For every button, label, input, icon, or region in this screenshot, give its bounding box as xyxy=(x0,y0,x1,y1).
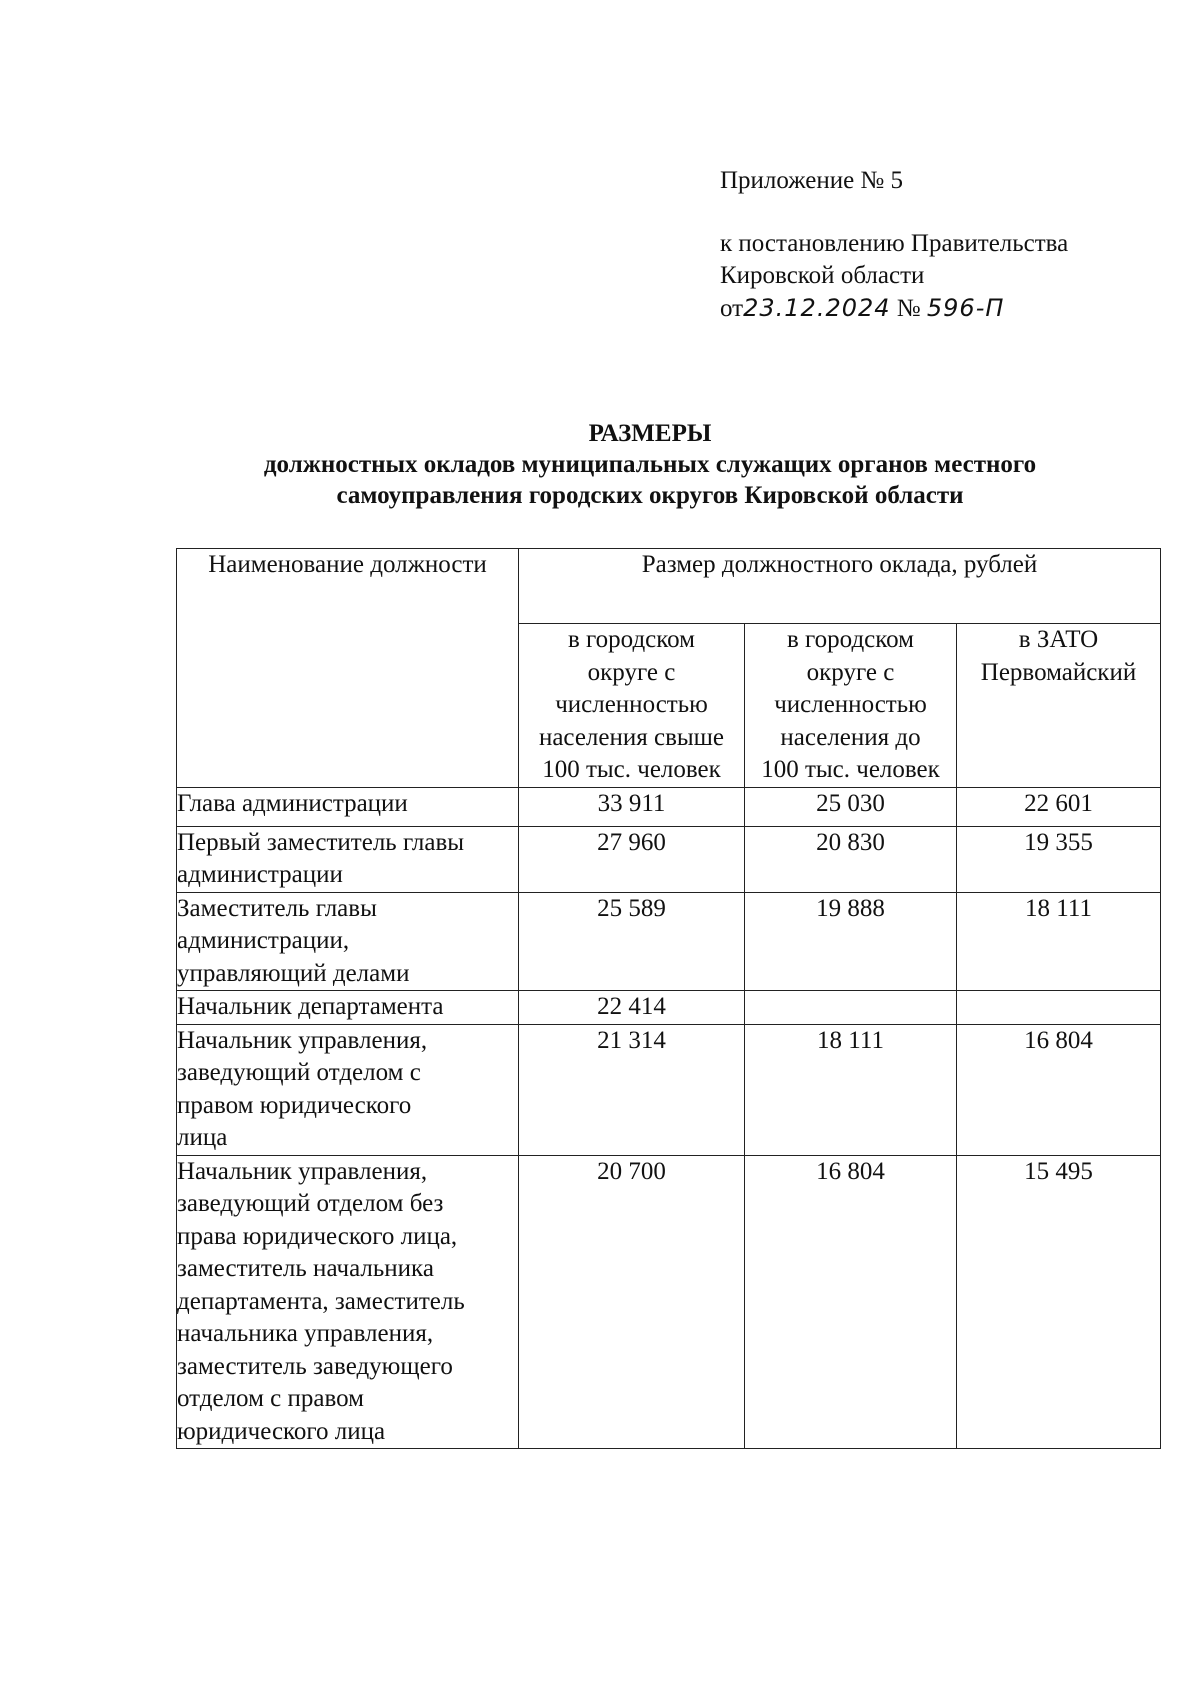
position-name-line: заведующий отделом с xyxy=(177,1059,421,1086)
appendix-date-line xyxy=(720,292,1068,325)
salary-value-cell: 19 355 xyxy=(957,826,1161,892)
appendix-gap xyxy=(720,197,1068,228)
position-name-line: правом юридического xyxy=(177,1091,412,1119)
salary-value-cell: 20 700 xyxy=(519,1155,745,1449)
salary-value-cell: 22 414 xyxy=(519,991,745,1025)
table-body xyxy=(177,787,1161,1449)
table-row xyxy=(177,991,1161,1025)
handwritten-date: 23.12.2024 xyxy=(743,294,891,322)
position-name-line: Начальник департамента xyxy=(177,993,444,1020)
header-salary-group: Размер должностного оклада, рублей xyxy=(519,549,1161,624)
salary-value-cell xyxy=(957,991,1161,1025)
title-main: РАЗМЕРЫ xyxy=(588,420,712,447)
position-name-cell xyxy=(177,826,519,892)
position-name-line: начальника управления, xyxy=(177,1320,434,1347)
table-row xyxy=(177,892,1161,991)
subheader-line: в городском xyxy=(786,626,914,653)
subheader-over-100k xyxy=(519,624,745,788)
position-name-cell xyxy=(177,892,519,991)
handwritten-number: 596-П xyxy=(926,294,1005,322)
appendix-ref-line2: Кировской области xyxy=(720,262,925,289)
position-name-cell xyxy=(177,1155,519,1449)
table-row xyxy=(177,1155,1161,1449)
appendix-number: Приложение № 5 xyxy=(720,167,904,194)
subheader-line: 100 тыс. человек xyxy=(542,756,721,783)
salary-value-cell: 16 804 xyxy=(957,1024,1161,1155)
salary-value-cell: 15 495 xyxy=(957,1155,1161,1449)
salary-value-cell: 16 804 xyxy=(745,1155,957,1449)
table-row xyxy=(177,1024,1161,1155)
number-prefix: № xyxy=(896,295,921,322)
salary-value-cell: 19 888 xyxy=(745,892,957,991)
position-name-line: Глава администрации xyxy=(177,789,408,817)
title-line3: самоуправления городских округов Кировской области xyxy=(336,482,964,509)
position-name-line: управляющий делами xyxy=(177,959,410,987)
position-name-line: заместитель заведующего xyxy=(177,1352,453,1380)
salary-value-cell: 27 960 xyxy=(519,826,745,892)
date-prefix: от xyxy=(720,295,744,322)
salary-value-cell xyxy=(745,991,957,1025)
subheader-line: в городском xyxy=(567,626,695,653)
position-name-line: заместитель начальника xyxy=(177,1255,434,1282)
salary-value-cell: 33 911 xyxy=(519,787,745,826)
position-name-line: департамента, заместитель xyxy=(177,1287,465,1315)
position-name-line: Заместитель главы xyxy=(177,894,377,922)
appendix-block xyxy=(720,165,1068,325)
subheader-zato xyxy=(957,624,1161,788)
position-name-line: администрации xyxy=(177,861,343,888)
table-row xyxy=(177,787,1161,826)
position-name-line: заведующий отделом без xyxy=(177,1190,444,1217)
appendix-ref-line1: к постановлению Правительства xyxy=(720,230,1069,257)
subheader-line: округе с xyxy=(806,658,895,686)
position-name-cell xyxy=(177,1024,519,1155)
header-position-name: Наименование должности xyxy=(177,549,519,788)
salary-value-cell: 25 030 xyxy=(745,787,957,826)
subheader-line: Первомайский xyxy=(980,658,1137,686)
subheader-line: населения свыше xyxy=(538,723,725,751)
subheader-line: населения до xyxy=(780,723,921,751)
subheader-line: в ЗАТО xyxy=(1018,626,1099,653)
position-name-line: лица xyxy=(177,1124,228,1151)
salary-table xyxy=(176,548,1161,1449)
position-name-line: отделом с правом xyxy=(177,1385,364,1412)
position-name-line: Начальник управления, xyxy=(177,1157,428,1185)
position-name-line: администрации, xyxy=(177,927,350,954)
subheader-line: численностью xyxy=(555,691,708,718)
salary-value-cell: 20 830 xyxy=(745,826,957,892)
salary-value-cell: 18 111 xyxy=(957,892,1161,991)
position-name-line: права юридического лица, xyxy=(177,1222,458,1250)
position-name-line: Первый заместитель главы xyxy=(177,828,465,856)
position-name-line: юридического лица xyxy=(177,1417,386,1445)
salary-value-cell: 22 601 xyxy=(957,787,1161,826)
subheader-under-100k xyxy=(745,624,957,788)
subheader-line: округе с xyxy=(587,658,676,686)
document-title xyxy=(0,418,1200,511)
title-line2: должностных окладов муниципальных служащих органов местного xyxy=(263,451,1037,478)
position-name-cell xyxy=(177,787,519,826)
position-name-line: Начальник управления, xyxy=(177,1026,428,1054)
subheader-line: численностью xyxy=(774,691,927,718)
position-name-cell xyxy=(177,991,519,1025)
salary-value-cell: 21 314 xyxy=(519,1024,745,1155)
salary-value-cell: 18 111 xyxy=(745,1024,957,1155)
table-row xyxy=(177,826,1161,892)
subheader-line: 100 тыс. человек xyxy=(761,756,940,783)
salary-value-cell: 25 589 xyxy=(519,892,745,991)
